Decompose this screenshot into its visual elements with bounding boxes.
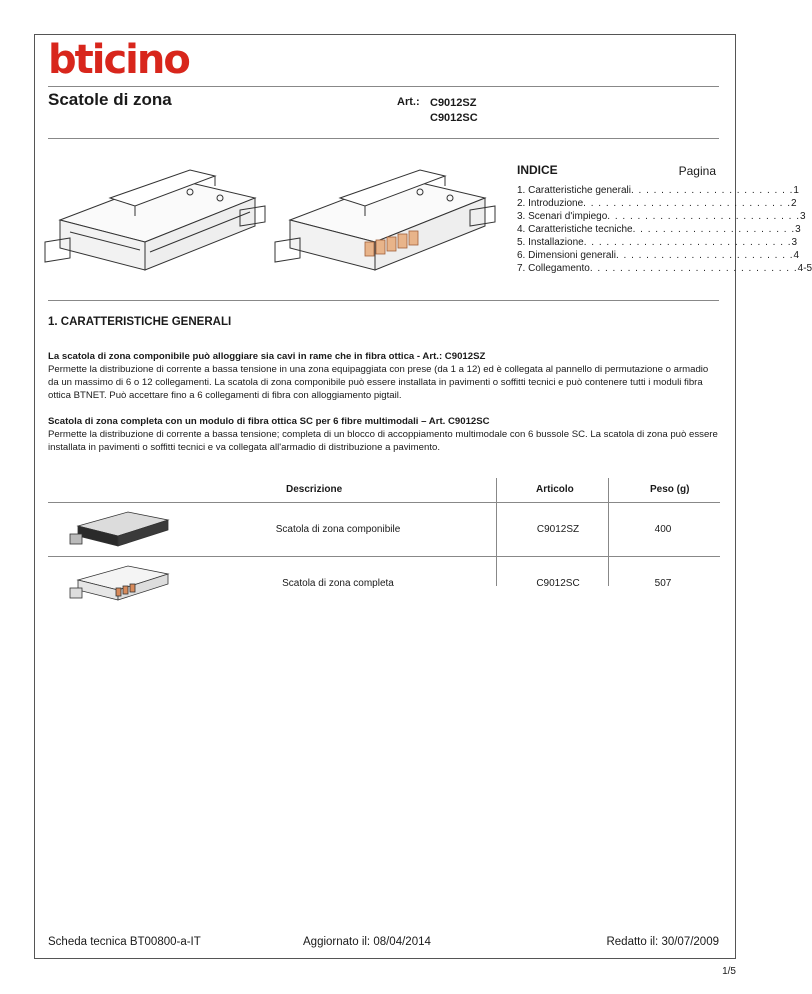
document-title: Scatole di zona [48, 90, 172, 109]
page-number: 1/5 [722, 966, 736, 977]
index-list [517, 184, 812, 275]
section-divider [48, 300, 719, 301]
index-item: 4. Caratteristiche tecniche . . . . . . . . . . . . . . . . . . . . . . 3 [517, 224, 801, 235]
col-header-articolo: Articolo [536, 484, 574, 495]
index-item: 1. Caratteristiche generali . . . . . . . . . . . . . . . . . . . . . . 1 [517, 185, 799, 196]
paragraph-heading: Scatola di zona completa con un modulo di fibra ottica SC per 6 fibre multimodali – Art. C9012SC [48, 416, 490, 427]
cell-descrizione: Scatola di zona componibile [275, 524, 401, 535]
paragraph-c9012sz [48, 350, 720, 402]
cell-articolo: C9012SC [536, 578, 580, 589]
column-divider [608, 478, 609, 586]
article-code-sc: C9012SC [430, 112, 478, 124]
column-divider [496, 478, 497, 586]
col-header-peso: Peso (g) [650, 484, 690, 495]
cell-descrizione: Scatola di zona completa [282, 578, 394, 589]
paragraph-c9012sc [48, 415, 720, 454]
header-divider-top [48, 86, 719, 87]
product-thumb-c9012sz [68, 510, 178, 552]
cell-peso: 400 [654, 524, 672, 535]
section-title: 1. CARATTERISTICHE GENERALI [48, 316, 232, 328]
brand-logo [48, 37, 189, 83]
product-image-c9012sz [40, 170, 270, 285]
index-heading: INDICE [517, 163, 558, 177]
paragraph-heading: La scatola di zona componibile può alloggiare sia cavi in rame che in fibra ottica - Art.: C9012SZ [48, 351, 486, 362]
cell-articolo: C9012SZ [536, 524, 580, 535]
index-item: 2. Introduzione . . . . . . . . . . . . . . . . . . . . . . . . . . . . 2 [517, 198, 797, 209]
product-image-c9012sc [270, 170, 500, 285]
paragraph-body: Permette la distribuzione di corrente a bassa tensione in una zona equipaggiata con prese (da 1 a 12) ed è collegata al pannello di permutazione o armadio da un massimo di 6 o 12 collegamenti. La scatola di zona componibile può essere installata in pavimenti o soffitti tecnici e può contenere tutti i moduli fibra ottica BTNET. Può accettare fino a 6 collegamenti di fibra con alloggiamento pigtail. [48, 364, 709, 401]
index-item: 3. Scenari d'impiego . . . . . . . . . . . . . . . . . . . . . . . . . . 3 [517, 211, 806, 222]
article-codes [430, 96, 478, 126]
footer-datasheet-id: Scheda tecnica BT00800-a-IT [48, 936, 201, 948]
col-header-descrizione: Descrizione [286, 484, 343, 495]
table-row-line [48, 556, 720, 557]
index-item: 7. Collegamento . . . . . . . . . . . . . . . . . . . . . . . . . . . . 4-5 [517, 263, 812, 274]
footer-written-date: Redatto il: 30/07/2009 [606, 936, 719, 948]
article-code-sz: C9012SZ [430, 97, 477, 109]
product-thumb-c9012sc [68, 564, 178, 606]
footer-updated-date: Aggiornato il: 08/04/2014 [303, 936, 431, 948]
index-page-heading: Pagina [678, 164, 716, 178]
brand-logo-text: bticino [48, 37, 189, 83]
index-item: 6. Dimensioni generali . . . . . . . . . . . . . . . . . . . . . . . . 4 [517, 250, 800, 261]
index-item: 5. Installazione . . . . . . . . . . . . . . . . . . . . . . . . . . . . 3 [517, 237, 798, 248]
cell-peso: 507 [654, 578, 672, 589]
header-divider-bottom [48, 138, 719, 139]
paragraph-body: Permette la distribuzione di corrente a bassa tensione; completa di un blocco di accoppiamento multimodale con 6 bussole SC. La scatola di zona può essere installata in pavimenti o soffitti tecnici e va collegata all'armadio di distribuzione a pavimento. [48, 429, 718, 453]
table-header-line [48, 502, 720, 503]
article-label: Art.: [397, 96, 420, 108]
